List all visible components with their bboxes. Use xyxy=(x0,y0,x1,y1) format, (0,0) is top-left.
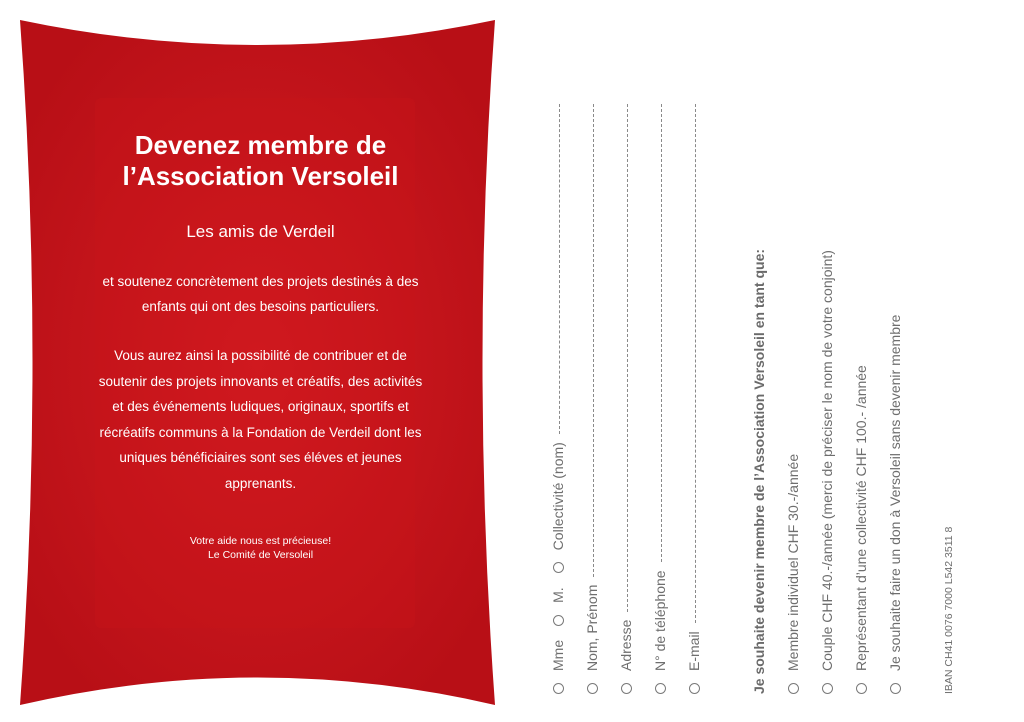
email-row xyxy=(683,104,705,694)
radio-option[interactable] xyxy=(890,683,901,694)
card-body-line: Vous aurez ainsi la possibilité de contribuer et de xyxy=(114,348,407,363)
tel-input[interactable] xyxy=(661,104,662,562)
label-mme: Mme xyxy=(550,639,566,671)
card-body xyxy=(38,343,483,496)
card-title-line1: Devenez membre de xyxy=(134,130,387,160)
tel-row xyxy=(649,104,671,694)
card-title-line2: l’Association Versoleil xyxy=(122,161,399,191)
membership-form xyxy=(531,104,981,694)
label-m: M. xyxy=(550,587,566,603)
label-collectivite: Collectivité (nom) xyxy=(550,442,566,551)
option-don[interactable] xyxy=(887,315,903,694)
card-title xyxy=(38,130,483,192)
collectivite-input[interactable] xyxy=(559,104,560,434)
adresse-row xyxy=(615,104,637,694)
email-input[interactable] xyxy=(695,104,696,623)
radio-option[interactable] xyxy=(788,683,799,694)
option-individuel[interactable] xyxy=(785,454,801,694)
card-body-line: récréatifs communs à la Fondation de Verdeil dont les xyxy=(99,424,422,440)
option-label: Couple CHF 40.-/année (merci de préciser le nom de votre conjoint) xyxy=(819,250,835,671)
adresse-input[interactable] xyxy=(627,104,628,612)
nom-input[interactable] xyxy=(593,104,594,577)
option-label: Membre individuel CHF 30.-/année xyxy=(785,453,801,671)
card-intro-line1: et soutenez concrètement des projets destinés à des xyxy=(102,274,419,289)
membership-heading: Je souhaite devenir membre de l’Association Versoleil en tant que: xyxy=(751,248,767,694)
label-email: E-mail xyxy=(686,631,702,671)
card-subtitle: Les amis de Verdeil xyxy=(186,222,335,241)
card-intro xyxy=(38,269,483,319)
radio-collectivite[interactable] xyxy=(553,562,564,573)
card-content xyxy=(38,130,483,562)
radio-mme[interactable] xyxy=(553,683,564,694)
card-body-line: uniques bénéficiaires sont ses éléves et jeunes xyxy=(119,450,402,465)
card-body-line: et des événements ludiques, originaux, sportifs et xyxy=(112,399,409,414)
label-nom: Nom, Prénom xyxy=(584,584,600,671)
option-couple[interactable] xyxy=(819,250,835,694)
radio-option[interactable] xyxy=(822,683,833,694)
radio-adresse[interactable] xyxy=(621,683,632,694)
card-signature xyxy=(38,534,483,562)
iban-text: IBAN CH41 0076 7000 L542 3511 8 xyxy=(943,526,955,694)
nom-row xyxy=(581,104,603,694)
radio-option[interactable] xyxy=(856,683,867,694)
card-sign-line1: Votre aide nous est précieuse! xyxy=(189,535,332,547)
card-intro-line2: enfants qui ont des besoins particuliers. xyxy=(141,299,380,314)
option-collectivite[interactable] xyxy=(853,365,869,694)
card-body-line: soutenir des projets innovants et créatifs, des activités xyxy=(98,373,423,389)
label-tel: N° de téléphone xyxy=(652,570,668,671)
option-label: Je souhaite faire un don à Versoleil sans devenir membre xyxy=(887,314,903,671)
radio-email[interactable] xyxy=(689,683,700,694)
card-sign-line2: Le Comité de Versoleil xyxy=(207,549,314,561)
option-label: Représentant d’une collectivité CHF 100.- /année xyxy=(853,365,869,671)
radio-m[interactable] xyxy=(553,615,564,626)
radio-nom[interactable] xyxy=(587,683,598,694)
civility-row xyxy=(547,104,569,694)
radio-tel[interactable] xyxy=(655,683,666,694)
label-adresse: Adresse xyxy=(618,619,634,671)
card-body-line: apprenants. xyxy=(224,475,297,491)
